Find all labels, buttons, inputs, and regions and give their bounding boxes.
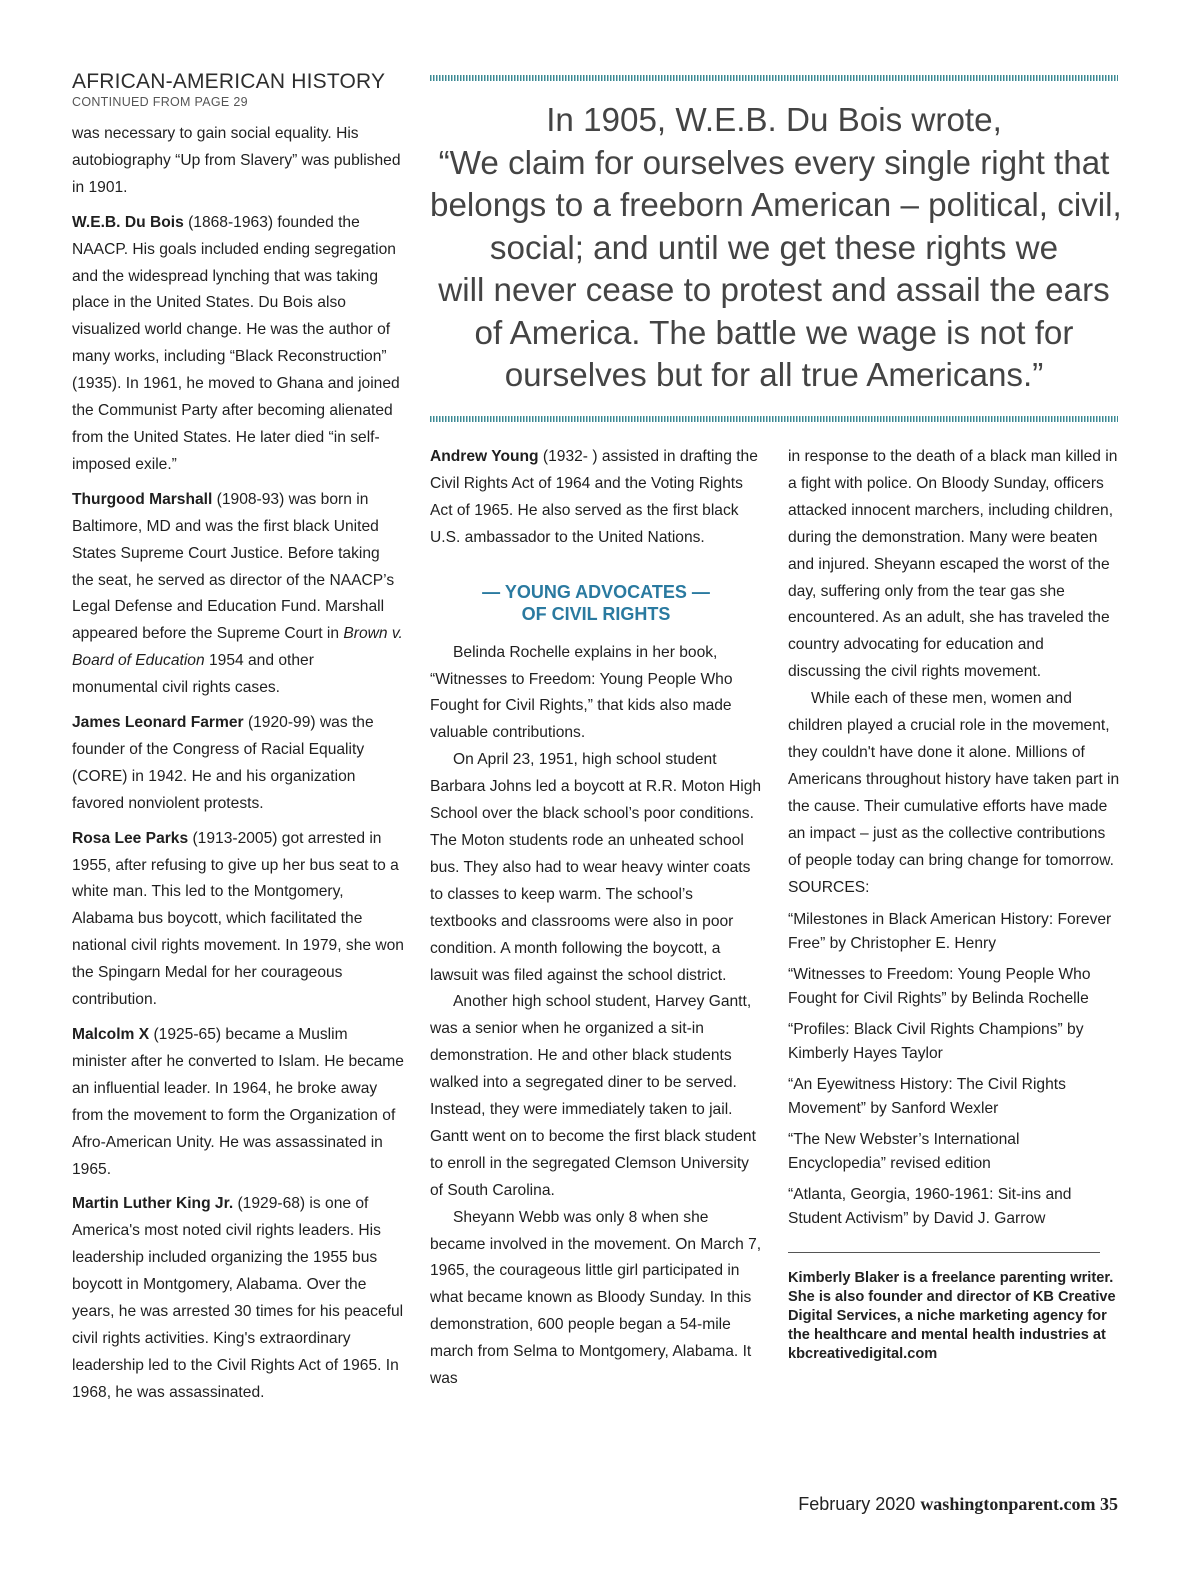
left-column bbox=[72, 121, 404, 1407]
pull-quote-line: will never cease to protest and assail the ears bbox=[438, 272, 1110, 309]
entry-name: Andrew Young bbox=[430, 448, 539, 465]
sources-heading: SOURCES: bbox=[788, 878, 870, 896]
source-item: “The New Webster’s International Encyclopedia” revised edition bbox=[788, 1131, 1020, 1173]
source-item: “Witnesses to Freedom: Young People Who Fought for Civil Rights” by Belinda Rochelle bbox=[788, 966, 1091, 1008]
entry-name: Rosa Lee Parks bbox=[72, 829, 189, 847]
section-heading-line: OF CIVIL RIGHTS bbox=[521, 603, 671, 624]
section-title: AFRICAN-AMERICAN HISTORY bbox=[72, 70, 386, 93]
pull-quote bbox=[430, 100, 1122, 398]
entry-text: (1868-1963) founded the NAACP. His goals included ending segregation and the widespread lynching that was taking place in the United States. Du Bois also visualized world change. He was the author of many works, including “Black Reconstruction” (1935). In 1961, he moved to Ghana and joined the Communist Party after becoming alienated from the United States. He later died “in self-imposed exile.” bbox=[72, 213, 400, 473]
page-number: 35 bbox=[1095, 1494, 1118, 1514]
body-paragraph: Belinda Rochelle explains in her book, “Witnesses to Freedom: Young People Who Fought for Civil Rights,” that kids also made valuable contributions. bbox=[430, 643, 733, 742]
divider-rule bbox=[788, 1252, 1100, 1253]
pull-quote-line: social; and until we get these rights we bbox=[489, 229, 1059, 267]
entry-du-bois bbox=[72, 210, 404, 479]
body-paragraph: Another high school student, Harvey Gantt, was a senior when he organized a sit-in demonstration. He and other black students walked into a segregated diner to be served. Instead, they were immediately taken to jail. Gantt went on to become the first black student to enroll in the segregated Clemson University of South Carolina. bbox=[430, 993, 756, 1199]
entry-text: (1925-65) became a Muslim minister after he converted to Islam. He became an influential leader. In 1964, he broke away from the movement to form the Organization of Afro-American Unity. He was assassinated in 1965. bbox=[72, 1026, 404, 1178]
page-footer bbox=[760, 1493, 1118, 1515]
section-heading-line: — YOUNG ADVOCATES — bbox=[482, 581, 710, 602]
source-item: “An Eyewitness History: The Civil Rights Movement” by Sanford Wexler bbox=[788, 1076, 1066, 1118]
entry-text: (1920-99) was the founder of the Congress of Racial Equality (CORE) in 1942. He and his organization favored nonviolent protests. bbox=[72, 714, 374, 812]
entry-marshall bbox=[72, 487, 404, 702]
source-item: “Milestones in Black American History: Forever Free” by Christopher E. Henry bbox=[788, 911, 1112, 953]
source-item: “Profiles: Black Civil Rights Champions” by Kimberly Hayes Taylor bbox=[788, 1021, 1084, 1063]
pull-quote-line: ourselves but for all true Americans.” bbox=[504, 357, 1044, 394]
author-bio: Kimberly Blaker is a freelance parenting writer. She is also founder and director of KB Creative Digital Services, a niche marketing agency for the healthcare and mental health industries at kbcreativedigital.com bbox=[788, 1270, 1116, 1363]
dotted-divider-bottom bbox=[430, 416, 1118, 422]
entry-text: 1954 and other monumental civil rights cases. bbox=[72, 652, 314, 697]
middle-column bbox=[430, 444, 762, 1393]
entry-parks bbox=[72, 826, 404, 1014]
entry-young bbox=[430, 444, 762, 552]
right-column bbox=[788, 444, 1120, 1364]
body-paragraph: in response to the death of a black man killed in a fight with police. On Bloody Sunday, officers attacked innocent marchers, including children, during the demonstration. Many were beaten and injured. Sheyann escaped the worst of the day, suffering only from the tear gas she encountered. As an adult, she has traveled the country advocating for education and discussing the civil rights movement. bbox=[788, 448, 1118, 681]
pull-quote-line: “We claim for ourselves every single right that bbox=[438, 144, 1110, 182]
entry-text: (1913-2005) got arrested in 1955, after refusing to give up her bus seat to a white man. This led to the Montgomery, Alabama bus boycott, which facilitated the national civil rights movement. In 1979, she won the Spingarn Medal for her courageous contribution. bbox=[72, 829, 404, 1009]
intro-paragraph: was necessary to gain social equality. His autobiography “Up from Slavery” was published in 1901. bbox=[72, 125, 401, 196]
entry-king bbox=[72, 1191, 404, 1406]
body-paragraph: While each of these men, women and children played a crucial role in the movement, they couldn't have done it alone. Millions of Americans throughout history have taken part in the cause. Their cumulative efforts have made an impact – just as the collective contributions of people today can bring change for tomorrow. bbox=[788, 690, 1120, 869]
case-title: Brown v. Board of Education bbox=[72, 625, 403, 670]
pull-quote-line: In 1905, W.E.B. Du Bois wrote, bbox=[546, 102, 1002, 139]
entry-malcolm-x bbox=[72, 1022, 404, 1183]
issue-date: February 2020 bbox=[798, 1494, 921, 1514]
entry-text: (1932- ) assisted in drafting the Civil Rights Act of 1964 and the Voting Rights Act of 1965. He also served as the first black U.S. ambassador to the United Nations. bbox=[430, 448, 758, 546]
entry-text: (1908-93) was born in Baltimore, MD and was the first black United States Supreme Court Justice. Before taking the seat, he served as director of the NAACP’s Legal Defense and Education Fund. Marshall appeared before the Supreme Court in bbox=[72, 490, 395, 643]
entry-name: Thurgood Marshall bbox=[72, 490, 213, 508]
entry-farmer bbox=[72, 710, 404, 818]
pull-quote-line: belongs to a freeborn American – political, civil, bbox=[430, 187, 1122, 224]
entry-name: Martin Luther King Jr. bbox=[72, 1195, 234, 1213]
section-heading bbox=[430, 581, 762, 625]
body-paragraph: On April 23, 1951, high school student Barbara Johns led a boycott at R.R. Moton High School over the black school’s poor conditions. The Moton students rode an unheated school bus. They also had to wear heavy winter coats to classes to keep warm. The school’s textbooks and classrooms were also in poor condition. A month following the boycott, a lawsuit was filed against the school district. bbox=[430, 751, 762, 984]
dotted-divider-top bbox=[430, 75, 1118, 81]
website-name: washingtonparent.com bbox=[920, 1494, 1096, 1514]
entry-name: Malcolm X bbox=[72, 1026, 150, 1043]
source-item: “Atlanta, Georgia, 1960-1961: Sit-ins and Student Activism” by David J. Garrow bbox=[788, 1186, 1072, 1228]
entry-name: W.E.B. Du Bois bbox=[72, 213, 184, 231]
pull-quote-line: of America. The battle we wage is not for bbox=[474, 314, 1074, 352]
continued-note: CONTINUED FROM PAGE 29 bbox=[72, 95, 248, 109]
entry-name: James Leonard Farmer bbox=[72, 714, 244, 732]
entry-text: (1929-68) is one of America's most noted civil rights leaders. His leadership included organizing the 1955 bus boycott in Montgomery, Alabama. Over the years, he was arrested 30 times for his peaceful civil rights activities. King's extraordinary leadership led to the Civil Rights Act of 1965. In 1968, he was assassinated. bbox=[72, 1195, 404, 1401]
body-paragraph: Sheyann Webb was only 8 when she became involved in the movement. On March 7, 1965, the courageous little girl participated in what became known as Bloody Sunday. In this demonstration, 600 people began a 54-mile march from Selma to Montgomery, Alabama. It was bbox=[430, 1208, 762, 1388]
